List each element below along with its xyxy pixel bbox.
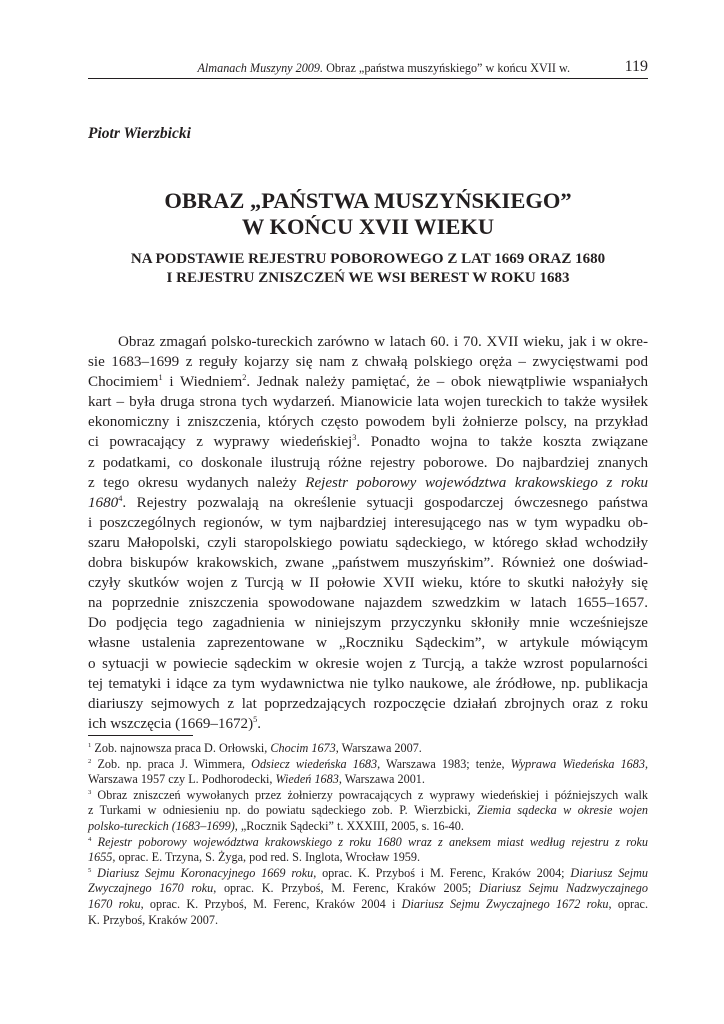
- body-line: Obraz zmagań polsko-tureckich zarówno w latach 60. i 70. XVII wieku, jak i w okre-: [118, 334, 648, 350]
- body-text-span: i Wiedniem: [162, 374, 243, 391]
- cited-title: Diariusz Sejmu Nadzwyczajnego: [478, 881, 648, 896]
- cited-title: 1655: [88, 850, 113, 865]
- footnote-5-cont: [88, 897, 648, 913]
- body-line: tej tematyki i idące za tym wydawnictwa nie tylko naukowe, ale źródłowe, np. publikacja: [88, 675, 648, 692]
- cited-title: 1680: [88, 494, 119, 511]
- body-line: dobra biskupów krakowskich, zwane „państwem muszyńskim”. Również one doświad-: [88, 555, 648, 572]
- footnote-text: , Warszawa 2007.: [335, 741, 422, 755]
- footnote-2: [88, 757, 648, 773]
- body-text-span: . Jednak należy pamiętać, że – obok niewątpliwie wspaniałych: [246, 374, 648, 391]
- body-line: ekonomiczny i zniszczenia, których często powodem byli żołnierze polscy, na przykład: [88, 414, 648, 431]
- footnote-text: Zob. np. praca J. Wimmera,: [91, 756, 252, 771]
- cited-title: 1670 roku: [88, 896, 141, 911]
- author-name: Piotr Wierzbicki: [88, 125, 191, 142]
- footnote-text: , oprac. K. Przyboś i M. Ferenc, Kraków 2004;: [313, 865, 571, 880]
- body-line: kart – była druga strona tych wydarzeń. Mianowicie lata wojen tureckich to także wysiłek: [88, 394, 648, 411]
- body-text-span: .: [257, 715, 262, 732]
- body-line: własne ustalenia zaprezentowane w „Roczniku Sądeckim”, w artykule mówiącym: [88, 635, 648, 652]
- cited-title: polsko-tureckich (1683–1699): [88, 818, 235, 833]
- article-title-line-1: OBRAZ „PAŃSTWA MUSZYŃSKIEGO”: [164, 188, 572, 213]
- body-text-span: Chocimiem: [88, 374, 159, 391]
- running-header: [88, 58, 648, 80]
- body-text-span: ich wszczęcia (1669–1672): [88, 715, 254, 732]
- cited-title: Odsiecz wiedeńska 1683: [251, 756, 378, 771]
- body-line: [88, 493, 648, 513]
- body-line: i poszczególnych regionów, w tym najbardziej interesującego nas w tym wypadku ob-: [88, 514, 648, 531]
- body-line: [88, 432, 648, 452]
- footnote-text: ,: [644, 756, 648, 771]
- footnote-text: Zob. najnowsza praca D. Orłowski,: [91, 741, 271, 755]
- cited-title: Wyprawa Wiedeńska 1683: [510, 756, 645, 771]
- footnote-text: Warszawa 1957 czy L. Podhorodecki,: [88, 772, 276, 787]
- footnotes: [88, 741, 648, 928]
- footnote-text: , Warszawa 1983; tenże,: [377, 756, 511, 771]
- footnote-5-cont: [88, 881, 648, 897]
- body-paragraph: [88, 332, 648, 734]
- footnote-text: Obraz zniszczeń wywołanych przez żołnierzy powracających z wyprawy wiedeńskiej i późniejszych walk: [91, 787, 648, 802]
- footnote-text: , oprac. E. Trzyna, S. Żyga, pod red. S. Inglota, Wrocław 1959.: [112, 850, 421, 865]
- body-line: z podatkami, co doskonale ilustrują różne rejestry poborowe. Do najbardziej znanych: [88, 454, 648, 471]
- footnote-ref-5: 5: [253, 714, 258, 724]
- cited-title: Diariusz Sejmu Zwyczajnego 1672 roku: [401, 896, 609, 911]
- body-line: szaru Małopolski, czyli staropolskiego powiatu sądeckiego, w którego skład wchodziły: [88, 534, 648, 551]
- body-line: Do podjęcia tego zagadnienia w niniejszym przyczynku skłoniły mnie wcześniejsze: [88, 615, 648, 632]
- body-text-span: z tego okresu wydanych należy: [88, 474, 306, 491]
- body-text-span: . Ponadto wojna to także koszta związane: [356, 434, 648, 451]
- footnote-3: [88, 788, 648, 804]
- cited-title: Rejestr poborowy województwa krakowskiego z roku 1680 wraz z aneksem miast według rejestru z roku: [91, 834, 648, 849]
- page-number: 119: [624, 58, 648, 75]
- header-rule: [88, 78, 648, 79]
- cited-title: Zwyczajnego 1670 roku: [88, 881, 214, 896]
- footnote-ref-4: 4: [118, 493, 123, 503]
- cited-title: Ziemia sądecka w okresie wojen: [477, 803, 648, 818]
- journal-name: Almanach Muszyny 2009.: [197, 61, 324, 75]
- article-title: [88, 188, 648, 240]
- article-title-line-2: W KOŃCU XVII WIEKU: [241, 214, 495, 239]
- footnote-text: , oprac. K. Przyboś, M. Ferenc, Kraków 2005;: [213, 881, 479, 896]
- footnote-ref-1: 1: [158, 373, 163, 383]
- footnote-rule: [88, 735, 193, 736]
- cited-title: Rejestr poborowy województwa krakowskiego z roku: [305, 474, 648, 491]
- running-title: [197, 61, 570, 76]
- cited-title: Chocim 1673: [270, 741, 336, 755]
- footnote-ref-3: 3: [352, 433, 357, 443]
- cited-title: Wiedeń 1683: [275, 772, 339, 787]
- footnote-4: [88, 835, 648, 851]
- footnote-text: z Turkami w odniesieniu np. do powiatu sądeckiego zob. P. Wierzbicki,: [88, 803, 478, 818]
- footnote-3-cont: [88, 803, 648, 819]
- body-line: na poprzednie zniszczenia spowodowane najazdem szwedzkim w latach 1655–1657.: [88, 595, 648, 612]
- footnote-3-cont: [88, 819, 648, 835]
- body-line: sie 1683–1699 z reguły kojarzy się nam z chwałą polskiego oręża – zwycięstwami pod: [88, 354, 648, 371]
- body-text-span: ci powracający z wyprawy wiedeńskiej: [88, 434, 353, 451]
- body-line: diariuszy sejmowych z lat poprzedzających rozpoczęcie działań zbrojnych oraz z roku: [88, 695, 648, 712]
- article-subtitle-line-2: I REJESTRU ZNISZCZEŃ WE WSI BEREST W ROKU 1683: [166, 270, 570, 286]
- title-block: [88, 188, 648, 288]
- footnote-number: 3: [88, 788, 92, 796]
- body-text-span: . Rejestry pozwalają na określenie sytuacji gospodarczej ówczesnego państwa: [122, 494, 648, 511]
- footnote-text: , oprac.: [608, 896, 648, 911]
- footnote-number: 2: [88, 757, 92, 765]
- footnote-ref-2: 2: [242, 373, 247, 383]
- body-line: [88, 473, 648, 493]
- footnote-number: 1: [88, 741, 92, 749]
- article-short-title: Obraz „państwa muszyńskiego” w końcu XVII w.: [323, 61, 570, 75]
- footnote-5-cont: K. Przyboś, Kraków 2007.: [88, 912, 218, 927]
- footnote-text: , Warszawa 2001.: [338, 772, 425, 787]
- footnote-text: , oprac. K. Przyboś, M. Ferenc, Kraków 2004 i: [140, 896, 402, 911]
- footnote-number: 5: [88, 866, 92, 874]
- footnote-2-cont: [88, 772, 648, 788]
- footnote-5: [88, 866, 648, 882]
- cited-title: Diariusz Sejmu Koronacyjnego 1669 roku: [91, 865, 314, 880]
- body-line: [88, 714, 648, 734]
- article-subtitle-line-1: NA PODSTAWIE REJESTRU POBOROWEGO Z LAT 1669 ORAZ 1680: [130, 251, 606, 267]
- cited-title: Diariusz Sejmu: [570, 865, 648, 880]
- body-line: o sytuacji w powiecie sądeckim w okresie wojen z Turcją, a także wzrost popularności: [88, 655, 648, 672]
- footnote-4-cont: [88, 850, 648, 866]
- body-line: czyły skutków wojen z Turcją w II połowie XVII wieku, które to skutki nałożyły się: [88, 575, 648, 592]
- body-line: [88, 372, 648, 392]
- article-subtitle: [88, 250, 648, 288]
- footnote-text: , „Rocznik Sądecki” t. XXXIII, 2005, s. 16-40.: [234, 818, 464, 833]
- footnote-number: 4: [88, 835, 92, 843]
- footnote-1: [88, 741, 648, 757]
